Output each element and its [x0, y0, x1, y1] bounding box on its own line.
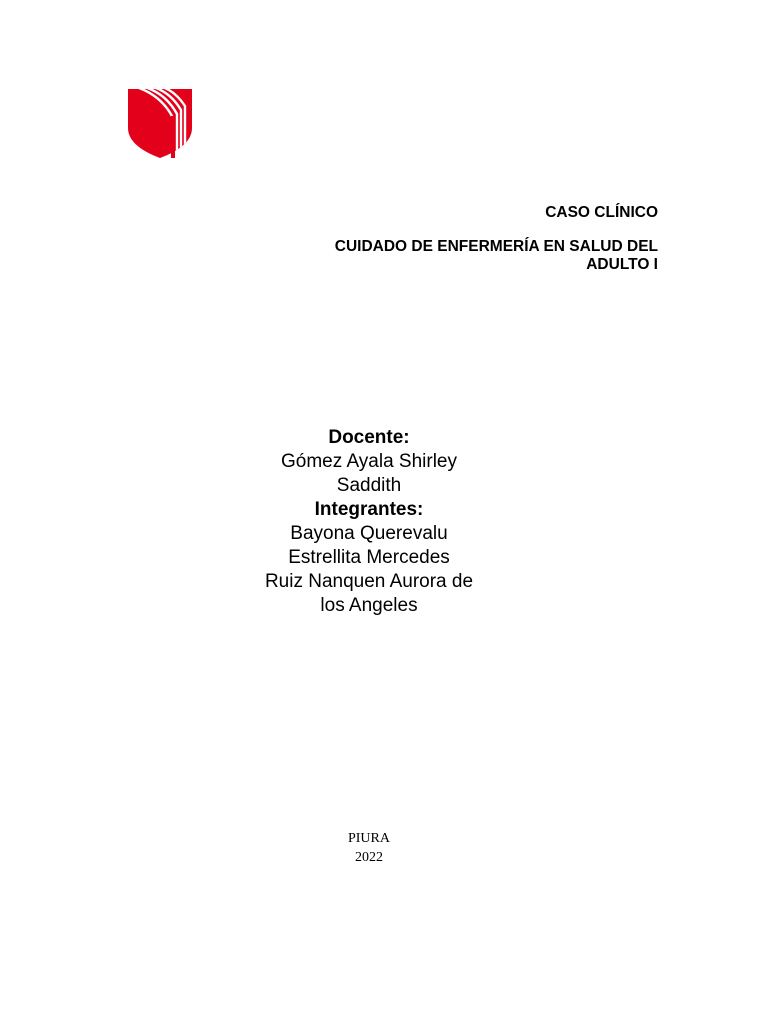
- member-line: Bayona Querevalu: [290, 523, 448, 544]
- teacher-name-line2: Saddith: [336, 475, 402, 496]
- document-header: [238, 204, 658, 274]
- footer: [269, 829, 469, 867]
- footer-year: 2022: [355, 850, 383, 865]
- member-line: Ruiz Nanquen Aurora de: [264, 571, 474, 592]
- university-logo: [127, 88, 193, 158]
- member-line: los Angeles: [320, 595, 418, 616]
- teacher-name-line1: Gómez Ayala Shirley: [280, 451, 457, 472]
- footer-city: PIURA: [347, 831, 390, 846]
- teacher-label: Docente:: [328, 427, 410, 448]
- course-title-line2: ADULTO I: [586, 256, 658, 273]
- members-label: Integrantes:: [314, 499, 424, 520]
- course-title: [238, 238, 658, 274]
- case-title: CASO CLÍNICO: [545, 204, 658, 221]
- people-block: [220, 426, 518, 618]
- course-title-line1: CUIDADO DE ENFERMERÍA EN SALUD DEL: [334, 238, 658, 255]
- member-line: Estrellita Mercedes: [288, 547, 450, 568]
- shield-logo-icon: [127, 88, 193, 158]
